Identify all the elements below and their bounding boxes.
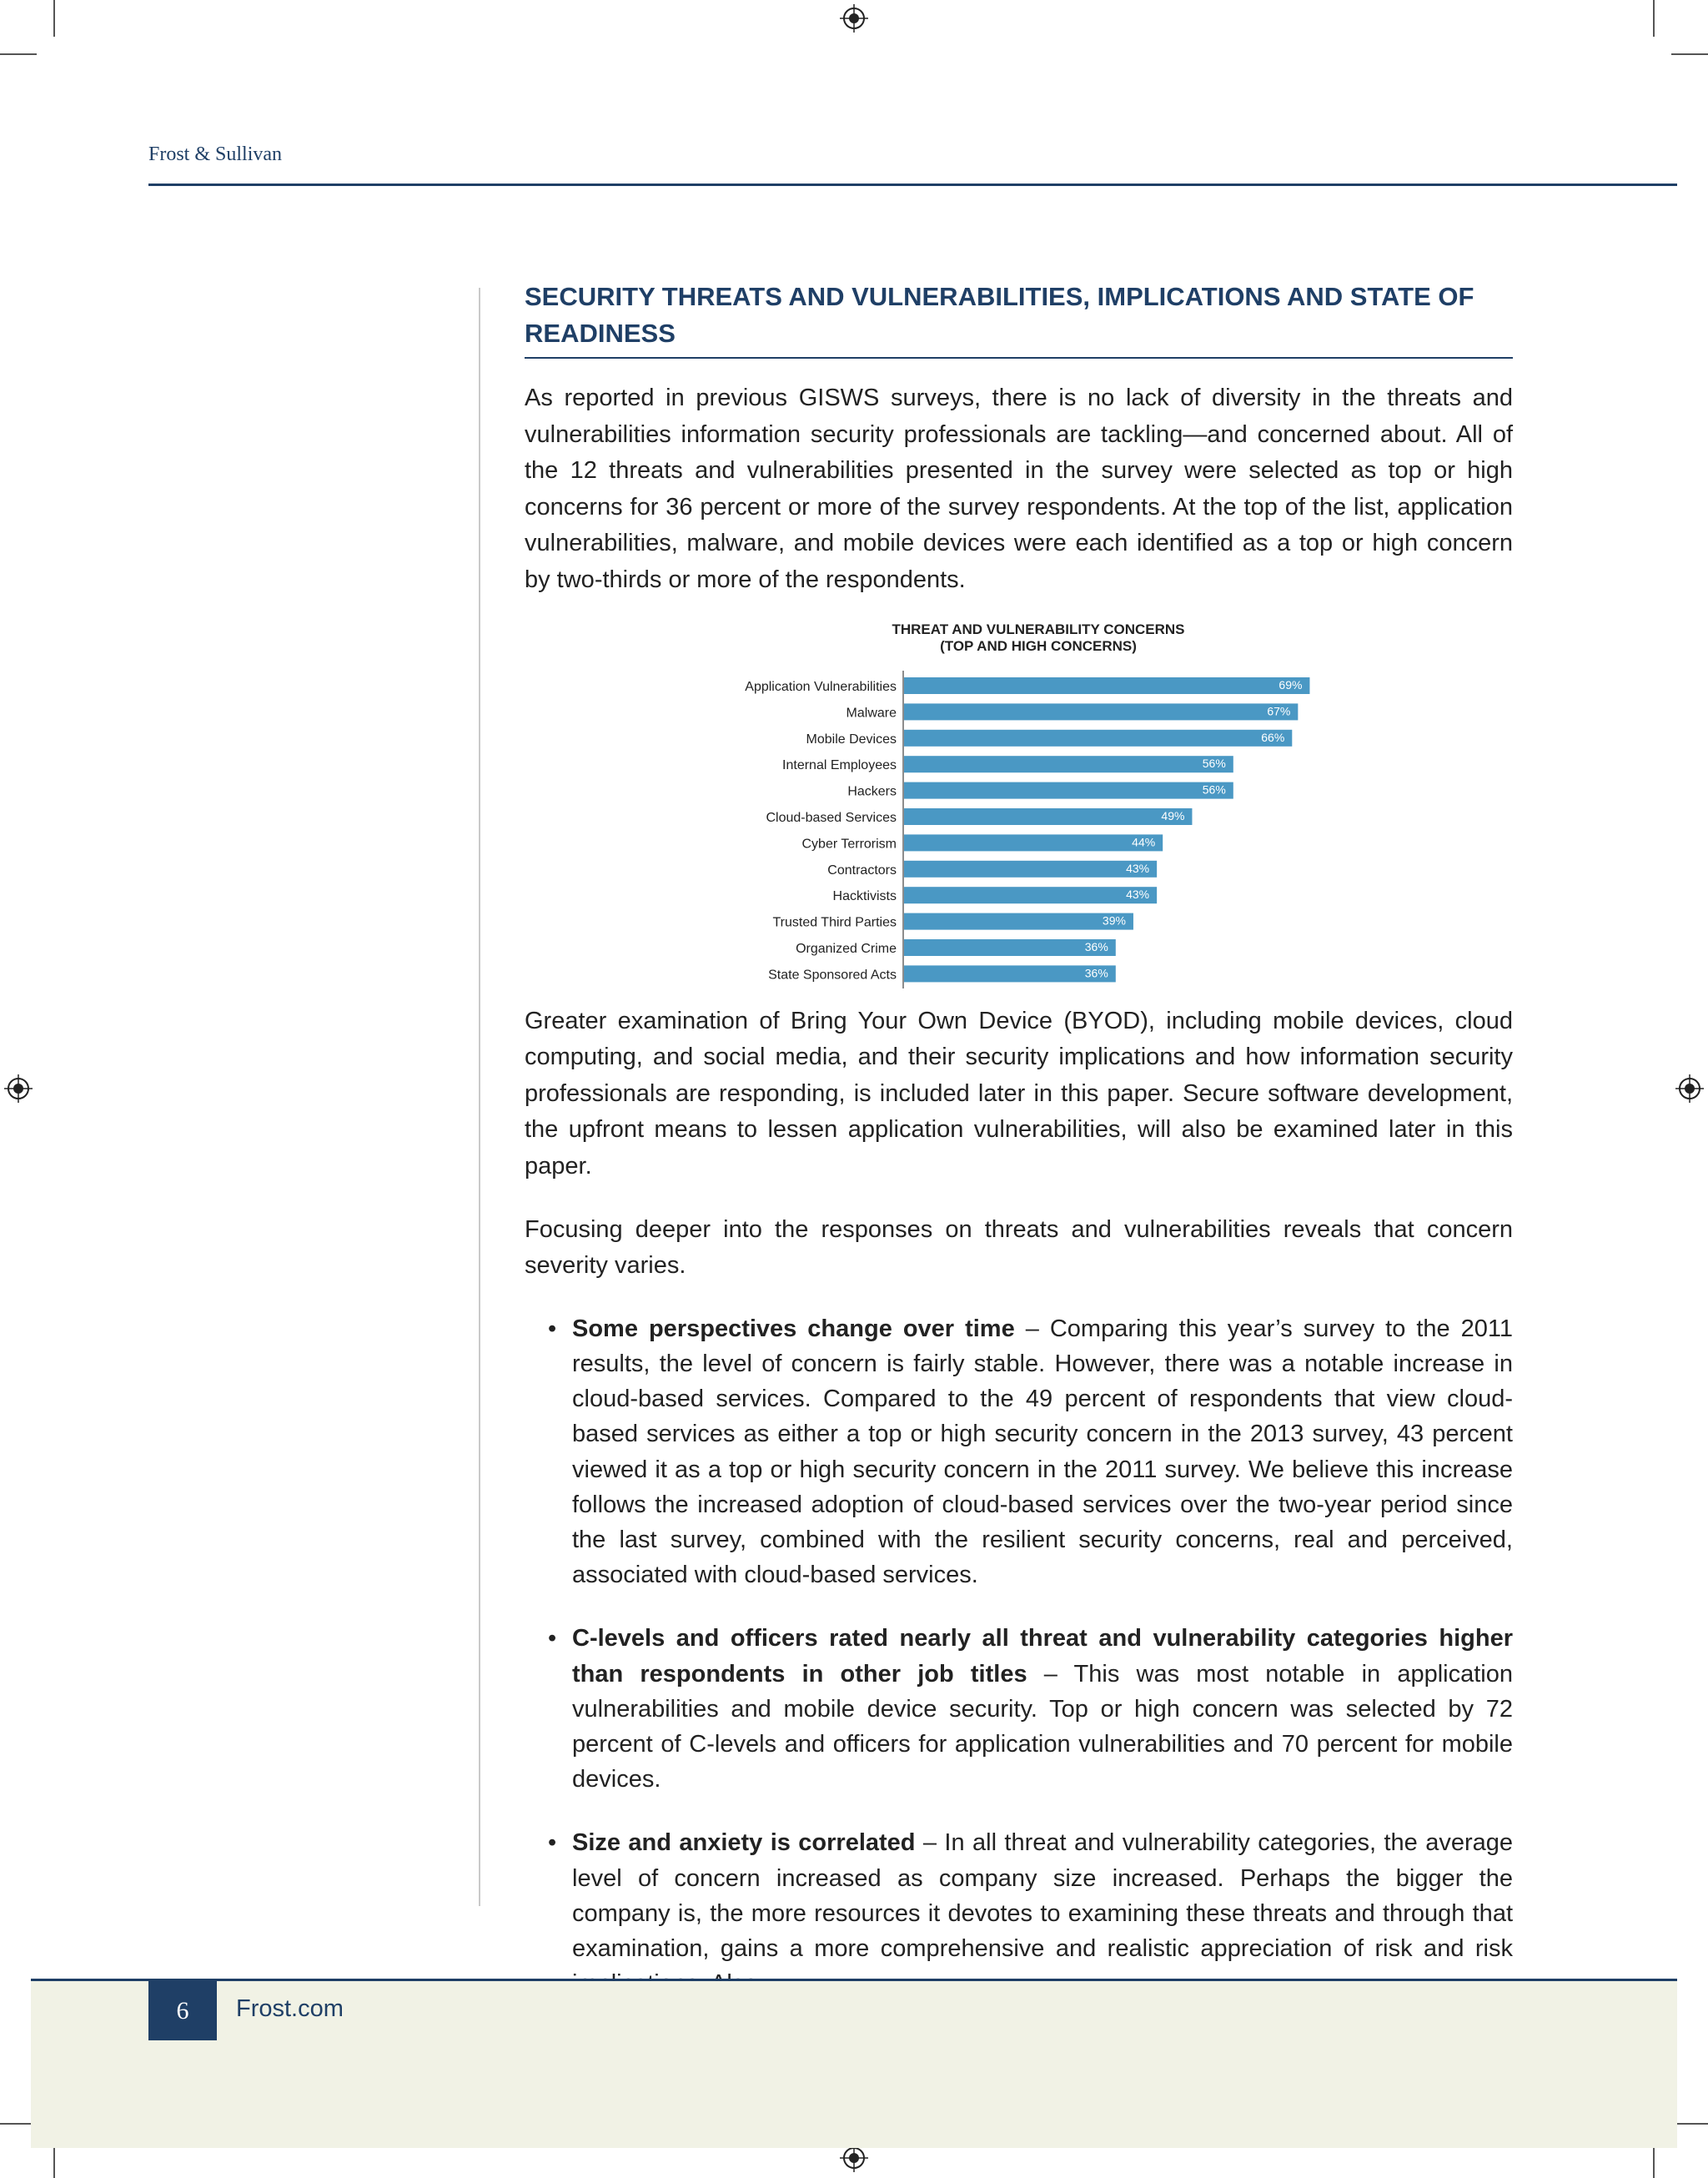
- bullet-text: – Comparing this year’s survey to the 2011 results, the level of concern is fairly stable. However, there was a notable increase in cloud-based services. Compared to the 49 percent of respondents that view cloud-based services as either a top or high security concern in the 2013 survey, 43 percent viewed it as a top or high security concern in the 2011 survey. We believe this increase follows the increased adoption of cloud-based services over the two-year period since the last survey, combined with the resilient security concerns, real and perceived, associated with cloud-based services.: [572, 1315, 1513, 1589]
- value-label: 49%: [1161, 808, 1185, 822]
- value-label: 56%: [1202, 782, 1226, 797]
- bullet-icon: •: [548, 1829, 557, 1857]
- bullet-text: – This was most notable in application vulnerabilities and mobile device security. Top or high concern was selected by 72 percent of C-levels and officers for application vulnerabilities and 70 percent for mobile devices.: [572, 1660, 1513, 1793]
- bar: [904, 808, 1192, 825]
- bullet-lead: Size and anxiety is correlated: [572, 1829, 916, 1857]
- margin-rule: [479, 288, 480, 1906]
- value-label: 44%: [1132, 834, 1156, 848]
- page-number: 6: [148, 1981, 217, 2040]
- category-label: Application Vulnerabilities: [745, 679, 897, 694]
- value-label: 36%: [1084, 965, 1108, 979]
- bar: [904, 887, 1157, 903]
- category-label: Organized Crime: [796, 941, 897, 956]
- bullet-item: [525, 1825, 1513, 2001]
- bar: [904, 782, 1233, 798]
- category-label: State Sponsored Acts: [768, 967, 897, 982]
- category-label: Internal Employees: [782, 757, 897, 772]
- crop-mark: [53, 0, 55, 37]
- header-rule: [148, 184, 1677, 186]
- category-label: Cloud-based Services: [766, 810, 897, 825]
- bullet-icon: •: [548, 1315, 557, 1342]
- value-label: 69%: [1278, 677, 1303, 692]
- body-paragraph: As reported in previous GISWS surveys, there is no lack of diversity in the threats and vulnerabilities information security professionals are tackling—and concerned about. All of the 12 threats and vulnerabilities presented in the survey were selected as top or high concerns for 36 percent or more of the survey respondents. At the top of the list, application vulnerabilities, malware, and mobile devices were each identified as a top or high concern by two-thirds or more of the respondents.: [525, 385, 1513, 593]
- bar: [904, 729, 1292, 746]
- category-label: Hackers: [847, 784, 897, 799]
- bar: [904, 939, 1116, 956]
- bar: [904, 965, 1116, 982]
- registration-mark-icon: [1675, 1074, 1704, 1103]
- running-head: Frost & Sullivan: [148, 143, 283, 165]
- body-paragraph: Focusing deeper into the responses on threats and vulnerabilities reveals that concern severity varies.: [525, 1215, 1513, 1280]
- registration-mark-icon: [840, 4, 868, 33]
- bar: [904, 913, 1133, 929]
- crop-mark: [1653, 0, 1655, 37]
- category-label: Contractors: [827, 863, 897, 878]
- main-content: [525, 279, 1513, 2030]
- bar: [904, 756, 1233, 772]
- category-label: Malware: [846, 705, 897, 720]
- value-label: 39%: [1102, 913, 1126, 928]
- value-label: 43%: [1126, 887, 1150, 901]
- bullet-text: – In all threat and vulnerability categories, the average level of concern increased as company size increased. Perhaps the bigger the company is, the more resources it devotes to examining these threats and through that examination, gains a more comprehensive and realistic appreciation of risk and risk: [572, 1829, 1514, 1962]
- bar-chart: [525, 609, 1513, 988]
- value-label: 36%: [1084, 939, 1108, 953]
- chart-title: THREAT AND VULNERABILITY CONCERNS: [892, 621, 1185, 637]
- bar: [904, 834, 1163, 851]
- bullet-lead: Some perspectives change over time: [572, 1315, 1015, 1342]
- heading-rule: [525, 357, 1513, 359]
- bar: [904, 703, 1298, 720]
- threat-concerns-chart: [525, 609, 1513, 988]
- category-label: Hacktivists: [832, 888, 897, 903]
- crop-mark: [1671, 53, 1708, 55]
- category-label: Cyber Terrorism: [801, 836, 897, 851]
- value-label: 66%: [1261, 730, 1285, 744]
- bullet-icon: •: [548, 1625, 557, 1652]
- section-heading: SECURITY THREATS AND VULNERABILITIES, IMPLICATIONS AND STATE OF READINESS: [525, 282, 1474, 348]
- bar: [904, 860, 1157, 877]
- bullet-list: [525, 1311, 1513, 2002]
- footer-site-link[interactable]: Frost.com: [236, 1995, 344, 2022]
- value-label: 43%: [1126, 861, 1150, 875]
- bullet-lead: C-levels and officers rated nearly all threat and vulnerability categories higher than respondents in other job titles: [572, 1625, 1513, 1688]
- value-label: 67%: [1267, 703, 1291, 717]
- bullet-item: [525, 1621, 1513, 1797]
- bullet-item: [525, 1311, 1513, 1593]
- registration-mark-icon: [840, 2144, 868, 2172]
- crop-mark: [0, 53, 37, 55]
- body-paragraph: Greater examination of Bring Your Own Device (BYOD), including mobile devices, cloud computing, and social media, and their security implications and how information security professionals are responding, is included later in this paper. Secure software development, the upfront means to lessen application vulnerabilities, will also be examined later in this paper.: [525, 1007, 1513, 1180]
- chart-subtitle: (TOP AND HIGH CONCERNS): [940, 637, 1137, 654]
- bar: [904, 677, 1309, 694]
- category-label: Trusted Third Parties: [772, 915, 897, 930]
- value-label: 56%: [1202, 756, 1226, 770]
- category-label: Mobile Devices: [806, 732, 897, 747]
- registration-mark-icon: [4, 1074, 33, 1103]
